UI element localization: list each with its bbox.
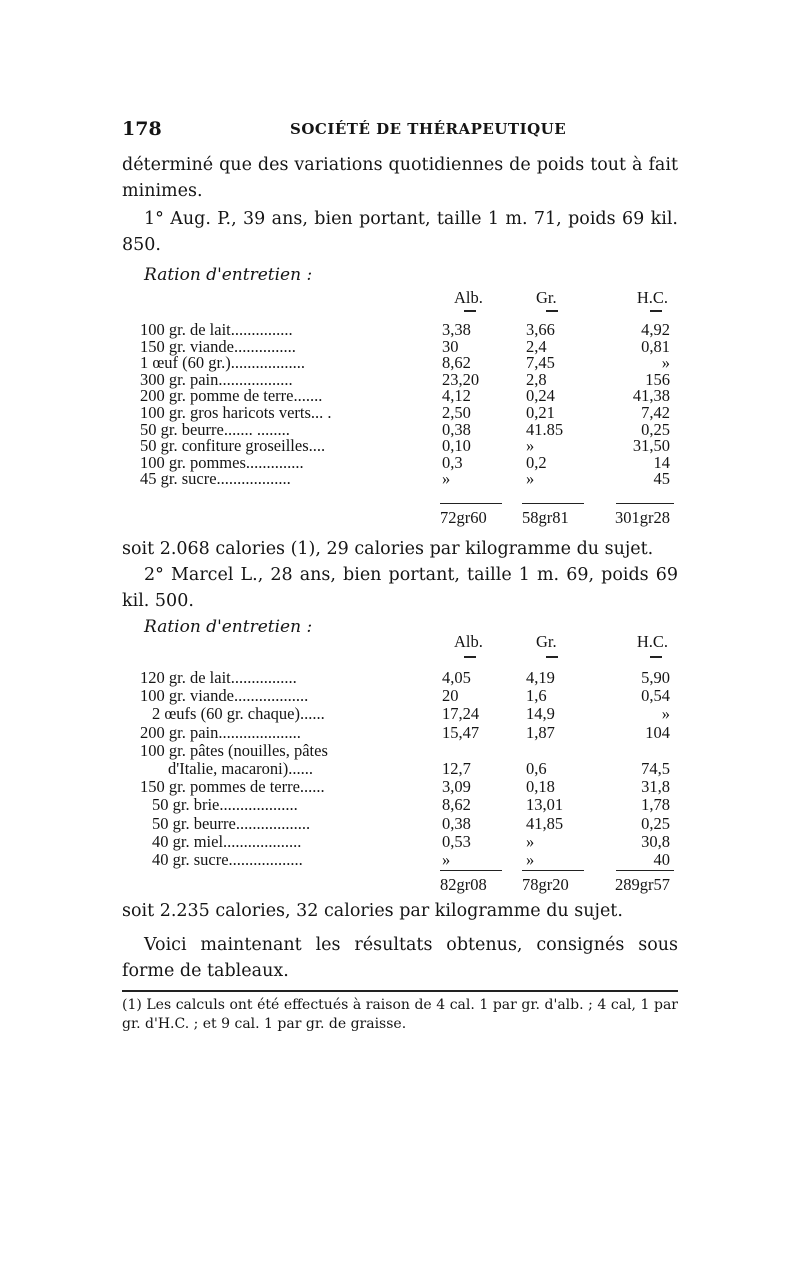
hc-value: »: [661, 704, 670, 724]
table-row: [122, 741, 678, 761]
food-label: 45 gr. sucre..................: [140, 469, 291, 489]
footnote-rule: [122, 990, 678, 992]
gr-value: »: [526, 831, 535, 851]
table-row: [122, 723, 678, 743]
food-label: 2 œufs (60 gr. chaque)......: [152, 704, 325, 724]
hc-value: 156: [645, 369, 670, 389]
gr-value: 0,24: [526, 386, 555, 406]
case1-summary: soit 2.068 calories (1), 29 calories par kilogramme du sujet.: [122, 539, 654, 559]
case2-heading: 2° Marcel L., 28 ans, bien portant, taille 1 m. 69, poids 69 kil. 500.: [122, 565, 678, 611]
header-dash: [464, 310, 476, 312]
header-dash: [650, 656, 662, 658]
alb-value: 3,09: [442, 777, 471, 797]
hc-value: 7,42: [641, 403, 670, 422]
hc-value: 5,90: [641, 668, 670, 687]
gr-total: 78gr20: [522, 875, 569, 894]
case1-ration-label: Ration d'entretien :: [144, 265, 313, 285]
alb-total: 72gr60: [440, 508, 487, 527]
food-label: 100 gr. gros haricots verts... .: [140, 403, 332, 422]
page-number: 178: [122, 118, 162, 140]
gr-value: 14,9: [526, 704, 555, 724]
gr-value: 0,18: [526, 777, 555, 797]
alb-value: 0,10: [442, 436, 471, 456]
food-label: 150 gr. viande...............: [140, 336, 296, 356]
alb-value: 8,62: [442, 353, 471, 373]
gr-value: 4,19: [526, 668, 555, 687]
gr-value: 0,21: [526, 403, 555, 422]
alb-value: 4,05: [442, 668, 471, 687]
alb-value: »: [442, 850, 451, 869]
gr-value: 41.85: [526, 419, 564, 439]
food-label: 100 gr. pâtes (nouilles, pâtes: [140, 740, 328, 760]
table-row: [122, 759, 678, 779]
alb-value: 15,47: [442, 722, 480, 742]
total-rule: [522, 503, 584, 504]
gr-value: 2,4: [526, 336, 547, 356]
header-dash: [650, 310, 662, 312]
hc-value: 40: [653, 850, 670, 869]
food-label: 120 gr. de lait................: [140, 668, 297, 687]
column-header: H.C.: [636, 288, 668, 307]
table-row: [122, 850, 678, 870]
hc-value: 1,78: [641, 795, 670, 815]
intro-paragraph: déterminé que des variations quotidiennes de poids tout à fait minimes.: [122, 155, 678, 201]
alb-value: 17,24: [442, 704, 480, 724]
table-row: [122, 832, 678, 852]
totals-row: [122, 875, 678, 895]
gr-value: 7,45: [526, 353, 555, 373]
column-header: Gr.: [536, 632, 557, 651]
food-label: 100 gr. viande..................: [140, 686, 309, 706]
case2-ration-label: Ration d'entretien :: [144, 617, 313, 637]
hc-value: 0,81: [641, 336, 670, 356]
hc-value: 0,54: [641, 686, 670, 706]
alb-value: 20: [442, 686, 459, 706]
table-row: [122, 668, 678, 688]
gr-value: 2,8: [526, 369, 547, 389]
alb-value: 0,53: [442, 831, 471, 851]
hc-value: 0,25: [641, 813, 670, 833]
gr-value: 3,66: [526, 320, 555, 339]
food-label: 40 gr. sucre..................: [152, 850, 303, 869]
case2-summary: soit 2.235 calories, 32 calories par kilogramme du sujet.: [122, 901, 623, 921]
column-header-row: [122, 632, 678, 652]
food-label: 50 gr. confiture groseilles....: [140, 436, 326, 456]
alb-value: »: [442, 469, 451, 489]
alb-value: 4,12: [442, 386, 471, 406]
hc-value: 104: [645, 722, 670, 742]
hc-value: 74,5: [641, 759, 670, 778]
total-rule: [522, 870, 584, 871]
hc-value: 31,50: [632, 436, 670, 456]
hc-value: 45: [653, 469, 670, 489]
total-rule: [440, 503, 502, 504]
footnote: (1) Les calculs ont été effectués à raison de 4 cal. 1 par gr. d'alb. ; 4 cal, 1 par gr. d'H.C. ; et 9 cal. 1 par gr. de graisse.: [122, 997, 678, 1032]
food-label: 50 gr. beurre....... ........: [140, 419, 290, 439]
hc-total: 301gr28: [615, 508, 670, 527]
food-label: d'Italie, macaroni)......: [168, 759, 313, 778]
alb-value: 12,7: [442, 759, 471, 778]
table-row: [122, 777, 678, 797]
running-title: SOCIÉTÉ DE THÉRAPEUTIQUE: [290, 120, 567, 138]
food-label: 1 œuf (60 gr.)..................: [140, 353, 305, 373]
hc-value: »: [661, 353, 670, 373]
food-label: 100 gr. de lait...............: [140, 320, 293, 339]
hc-value: 41,38: [632, 386, 670, 406]
food-label: 100 gr. pommes..............: [140, 452, 304, 472]
table-row: [122, 704, 678, 724]
column-header: Gr.: [536, 288, 557, 307]
hc-value: 30,8: [641, 831, 670, 851]
alb-value: 0,38: [442, 419, 471, 439]
alb-value: 0,3: [442, 452, 463, 472]
gr-value: 41,85: [526, 813, 564, 833]
food-label: 40 gr. miel...................: [152, 831, 302, 851]
gr-value: 13,01: [526, 795, 564, 815]
food-label: 200 gr. pain....................: [140, 722, 301, 742]
case1-ration-table: [122, 288, 678, 528]
page-header: [122, 118, 678, 142]
hc-total: 289gr57: [615, 875, 670, 894]
header-dash: [546, 656, 558, 658]
table-row: [122, 795, 678, 815]
alb-value: 3,38: [442, 320, 471, 339]
table-row: [122, 686, 678, 706]
conclusion-paragraph: Voici maintenant les résultats obtenus, consignés sous forme de tableaux.: [122, 935, 678, 981]
gr-value: »: [526, 850, 535, 869]
hc-value: 4,92: [641, 320, 670, 339]
table-row: [122, 469, 678, 489]
header-dash: [546, 310, 558, 312]
hc-value: 31,8: [641, 777, 670, 797]
food-label: 50 gr. brie...................: [152, 795, 298, 815]
hc-value: 14: [653, 452, 670, 472]
gr-value: 0,6: [526, 759, 547, 778]
column-header: H.C.: [636, 632, 668, 651]
total-rule: [616, 503, 674, 504]
totals-row: [122, 508, 678, 528]
column-header-row: [122, 288, 678, 308]
column-header: Alb.: [454, 632, 483, 651]
case1-heading: 1° Aug. P., 39 ans, bien portant, taille 1 m. 71, poids 69 kil. 850.: [122, 209, 678, 255]
food-label: 150 gr. pommes de terre......: [140, 777, 325, 797]
case2-ration-table: [122, 632, 678, 892]
gr-value: »: [526, 469, 535, 489]
alb-value: 0,38: [442, 813, 471, 833]
header-dash: [464, 656, 476, 658]
total-rule: [616, 870, 674, 871]
food-label: 200 gr. pomme de terre.......: [140, 386, 323, 406]
gr-value: »: [526, 436, 535, 456]
alb-total: 82gr08: [440, 875, 487, 894]
gr-value: 0,2: [526, 452, 547, 472]
alb-value: 8,62: [442, 795, 471, 815]
alb-value: 2,50: [442, 403, 471, 422]
food-label: 50 gr. beurre..................: [152, 813, 311, 833]
gr-value: 1,6: [526, 686, 547, 706]
alb-value: 30: [442, 336, 459, 356]
alb-value: 23,20: [442, 369, 480, 389]
total-rule: [440, 870, 502, 871]
food-label: 300 gr. pain..................: [140, 369, 293, 389]
column-header: Alb.: [454, 288, 483, 307]
hc-value: 0,25: [641, 419, 670, 439]
gr-value: 1,87: [526, 722, 555, 742]
gr-total: 58gr81: [522, 508, 569, 527]
table-row: [122, 814, 678, 834]
